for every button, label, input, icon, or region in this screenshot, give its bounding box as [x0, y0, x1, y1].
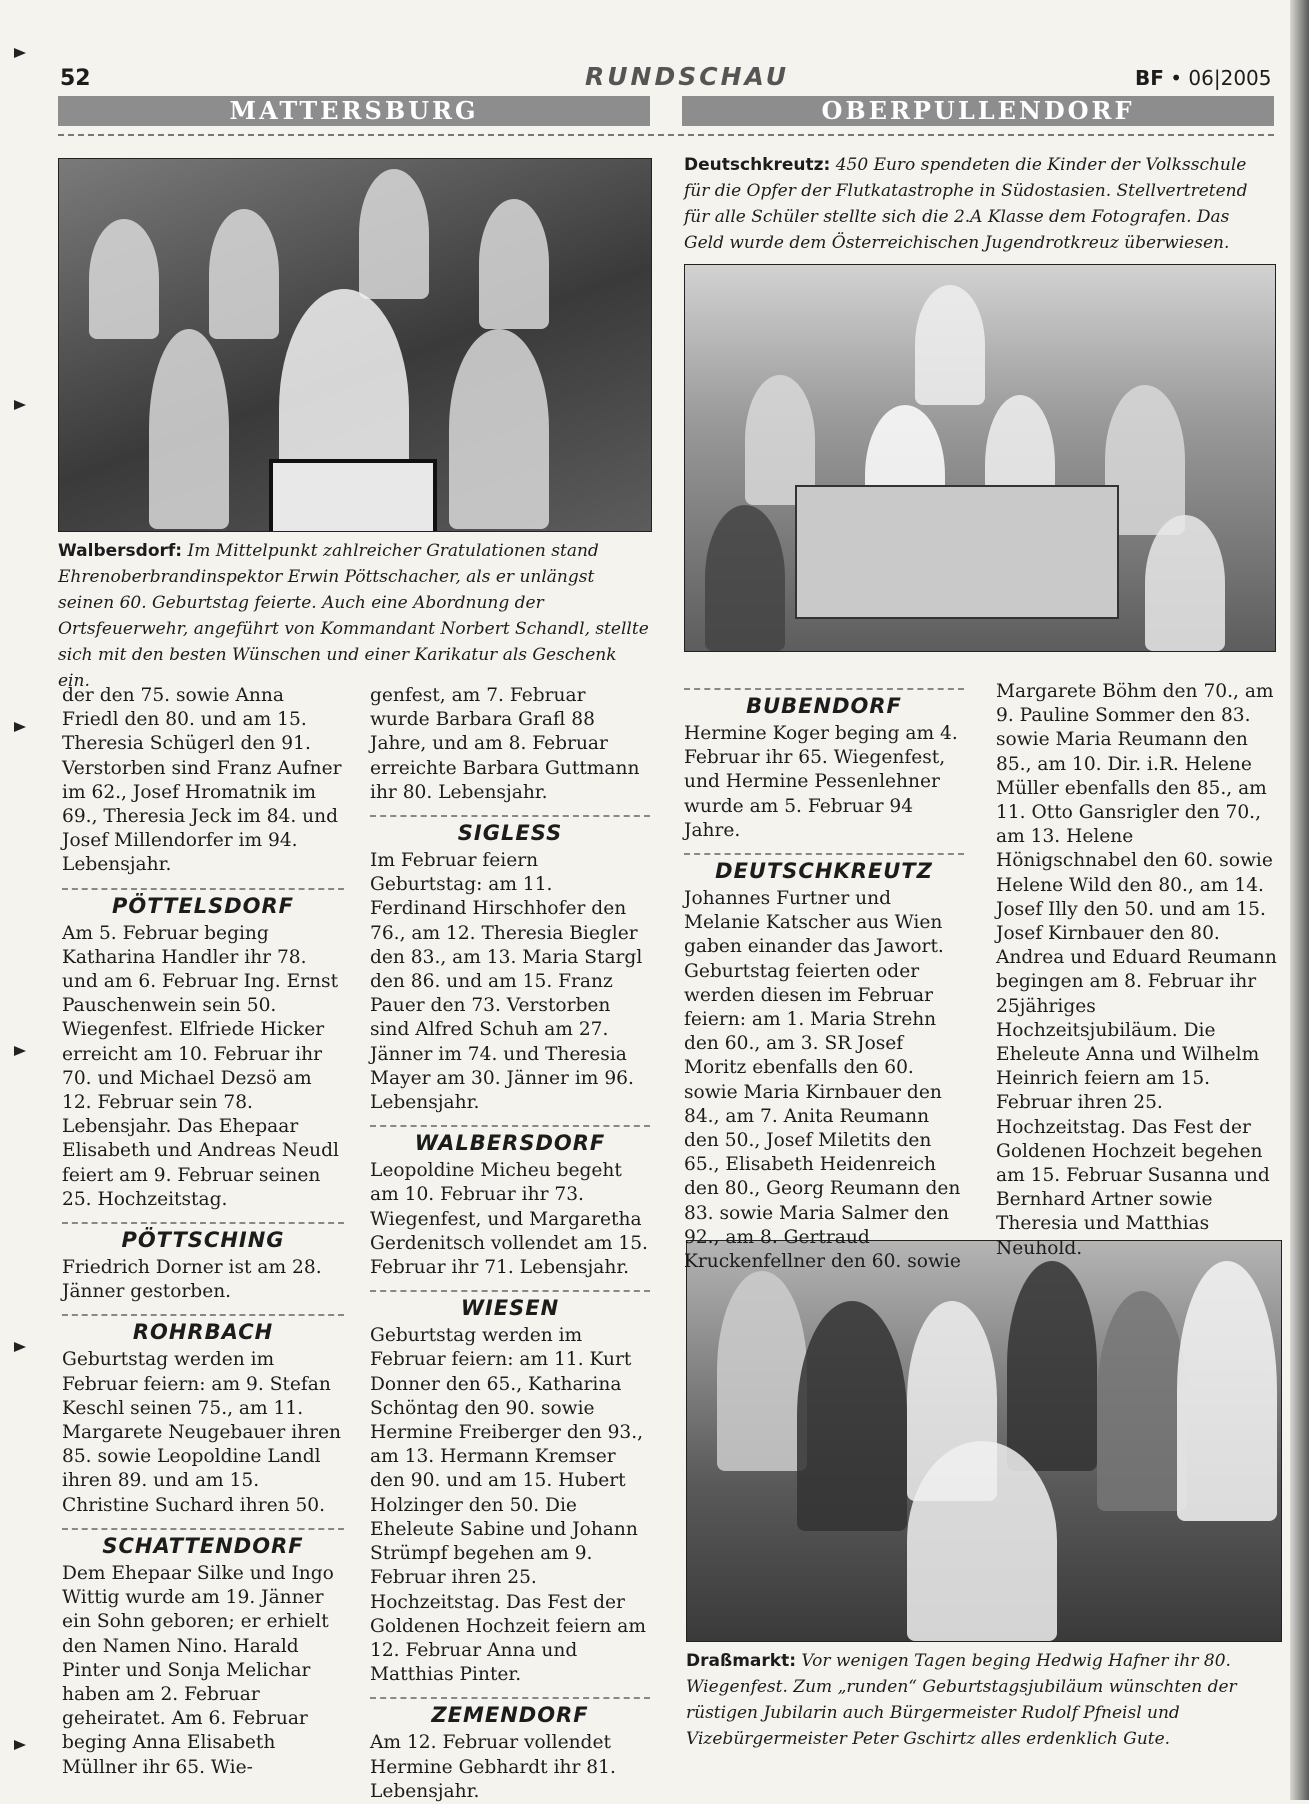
- region-band-mattersburg: MATTERSBURG: [58, 96, 650, 126]
- article-text: Geburtstag werden im Februar feiern: am 11. Kurt Donner den 65., Katharina Schöntag den 90. sowie Hermine Freiberger den 93., am 13. Hermann Kremser den 90. und am 15. Hubert Holzinger den 50. Die Eheleute Sabine und Johann Strümpf begehen am 9. Februar ihren 25. Hochzeitstag. Das Fest der Goldenen Hochzeit feiern am 12. Februar Anna und Matthias Pinter.: [370, 1325, 647, 1686]
- article-column-2: [370, 684, 650, 1804]
- margin-arrow-icon: [14, 400, 26, 410]
- caption-text: 450 Euro spendeten die Kinder der Volksschule für die Opfer der Flutkatastrophe in Südostasien. Stellvertretend für alle Schüler stellte sich die 2.A Klasse dem Fotografen. Das Geld wurde dem Österreichischen Jugendrotkreuz überwiesen.: [684, 155, 1248, 253]
- article-text: Am 12. Februar vollendet Hermine Gebhardt ihr 81. Lebensjahr.: [370, 1732, 616, 1802]
- header-separator: •: [1170, 66, 1183, 90]
- town-heading: PÖTTSCHING: [62, 1222, 344, 1252]
- caption-place: Deutschkreutz:: [684, 155, 831, 175]
- article-column-3: [684, 688, 964, 1274]
- caption-text: Im Mittelpunkt zahlreicher Gratulationen stand Ehrenoberbrandinspektor Erwin Pöttschacher, als er unlängst seinen 60. Geburtstag feierte. Auch eine Abordnung der Ortsfeuerwehr, angeführt von Kommandant Norbert Schandl, stellte sich mit den besten Wünschen und einer Karikatur als Geschenk ein.: [58, 541, 649, 691]
- article-text: Leopoldine Micheu begeht am 10. Februar ihr 73. Wiegenfest, und Margaretha Gerdenitsch vollendet am 15. Februar ihr 71. Lebensjahr.: [370, 1160, 648, 1279]
- margin-arrow-icon: [14, 48, 26, 58]
- margin-arrow-icon: [14, 722, 26, 732]
- caption-place: Draßmarkt:: [686, 1651, 796, 1671]
- article-column-1: [62, 684, 344, 1780]
- magazine-name: BF: [1135, 66, 1164, 90]
- deutschkreutz-caption: [684, 152, 1274, 256]
- article-text: Hermine Koger beging am 4. Februar ihr 65. Wiegenfest, und Hermine Pessenlehner wurde am 5. Februar 94 Jahre.: [684, 723, 958, 841]
- region-band-oberpullendorf: OBERPULLENDORF: [682, 96, 1274, 126]
- article-text: Geburtstag werden im Februar feiern: am 9. Stefan Keschl seinen 75., am 11. Margarete Neugebauer ihren 85. sowie Leopoldine Landl ihren 89. und am 15. Christine Suchard ihren 50.: [62, 1349, 341, 1516]
- town-heading: BUBENDORF: [684, 688, 964, 718]
- town-heading: ZEMENDORF: [370, 1697, 650, 1727]
- town-heading: WALBERSDORF: [370, 1125, 650, 1155]
- margin-arrow-icon: [14, 1342, 26, 1352]
- drassmarkt-photo: [686, 1240, 1282, 1642]
- article-text: genfest, am 7. Februar wurde Barbara Grafl 88 Jahre, und am 8. Februar erreichte Barbara Guttmann ihr 80. Lebensjahr.: [370, 685, 640, 803]
- walbersdorf-caption: [58, 538, 650, 694]
- header-divider: [58, 134, 1274, 136]
- magazine-spine-edge: [1290, 0, 1309, 1800]
- page-number: 52: [60, 66, 91, 91]
- town-heading: ROHRBACH: [62, 1314, 344, 1344]
- drassmarkt-caption: [686, 1648, 1280, 1752]
- article-text: Margarete Böhm den 70., am 9. Pauline Sommer den 83. sowie Maria Reumann den 85., am 10. Dir. i.R. Helene Müller ebenfalls den 85., am 11. Otto Gansrigler den 70., am 13. Helene Hönigschnabel den 60. sowie Helene Wild den 80., am 14. Josef Illy den 50. und am 15. Josef Kirnbauer den 80. Andrea und Eduard Reumann begingen am 8. Februar ihr 25jähriges Hochzeitsjubiläum. Die Eheleute Anna und Wilhelm Heinrich feiern am 15. Februar ihren 25. Hochzeitstag. Das Fest der Goldenen Hochzeit begehen am 15. Februar Susanna und Bernhard Artner sowie Theresia und Matthias Neuhold.: [996, 681, 1277, 1259]
- town-heading: DEUTSCHKREUTZ: [684, 853, 964, 883]
- walbersdorf-photo: [58, 158, 652, 532]
- article-text: Friedrich Dorner ist am 28. Jänner gestorben.: [62, 1257, 322, 1303]
- deutschkreutz-photo: [684, 264, 1276, 652]
- town-heading: SIGLESS: [370, 815, 650, 845]
- town-heading: SCHATTENDORF: [62, 1528, 344, 1558]
- article-text: Am 5. Februar beging Katharina Handler ihr 78. und am 6. Februar Ing. Ernst Pauschenwein sein 50. Wiegenfest. Elfriede Hicker erreicht am 10. Februar ihr 70. und Michael Dezsö am 12. Februar sein 78. Lebensjahr. Das Ehepaar Elisabeth und Andreas Neudl feiert am 9. Februar seinen 25. Hochzeitstag.: [62, 922, 339, 1210]
- article-text: Dem Ehepaar Silke und Ingo Wittig wurde am 19. Jänner ein Sohn geboren; er erhielt den Namen Nino. Harald Pinter und Sonja Melichar haben am 2. Februar geheiratet. Am 6. Februar beging Anna Elisabeth Müllner ihr 65. Wie-: [62, 1562, 334, 1778]
- article-text: der den 75. sowie Anna Friedl den 80. und am 15. Theresia Schügerl den 91. Verstorben sind Franz Aufner im 62., Josef Hromatnik im 69., Theresia Jeck im 84. und Josef Millendorfer im 94. Lebensjahr.: [62, 685, 342, 876]
- caption-text: Vor wenigen Tagen beging Hedwig Hafner ihr 80. Wiegenfest. Zum „runden“ Geburtstagsjubiläum wünschten der rüstigen Jubilarin auch Bürgermeister Rudolf Pfneisl und Vizebürgermeister Peter Gschirtz alles erdenklich Gute.: [686, 1651, 1237, 1749]
- article-text: Im Februar feiern Geburtstag: am 11. Ferdinand Hirschhofer den 76., am 12. Theresia Biegler den 83., am 13. Maria Stargl den 86. und am 15. Franz Pauer den 73. Verstorben sind Alfred Schuh am 27. Jänner im 74. und Theresia Mayer am 30. Jänner im 96. Lebensjahr.: [370, 850, 643, 1114]
- issue-number: 06|2005: [1188, 66, 1272, 90]
- margin-arrow-icon: [14, 1046, 26, 1056]
- section-title: RUNDSCHAU: [585, 62, 790, 91]
- caption-place: Walbersdorf:: [58, 541, 183, 561]
- margin-arrow-icon: [14, 1740, 26, 1750]
- issue-info: [1135, 66, 1272, 90]
- article-text: Johannes Furtner und Melanie Katscher aus Wien gaben einander das Jawort. Geburtstag feierten oder werden diesen im Februar feiern: am 1. Maria Strehn den 60., am 3. SR Josef Moritz ebenfalls den 60. sowie Maria Kirnbauer den 84., am 7. Anita Reumann den 50., Josef Miletits den 65., Elisabeth Heidenreich den 80., Georg Reumann den 83. sowie Maria Salmer den 92., am 8. Gertraud Kruckenfellner den 60. sowie: [684, 888, 961, 1273]
- town-heading: PÖTTELSDORF: [62, 888, 344, 918]
- town-heading: WIESEN: [370, 1290, 650, 1320]
- article-column-4: [996, 680, 1278, 1261]
